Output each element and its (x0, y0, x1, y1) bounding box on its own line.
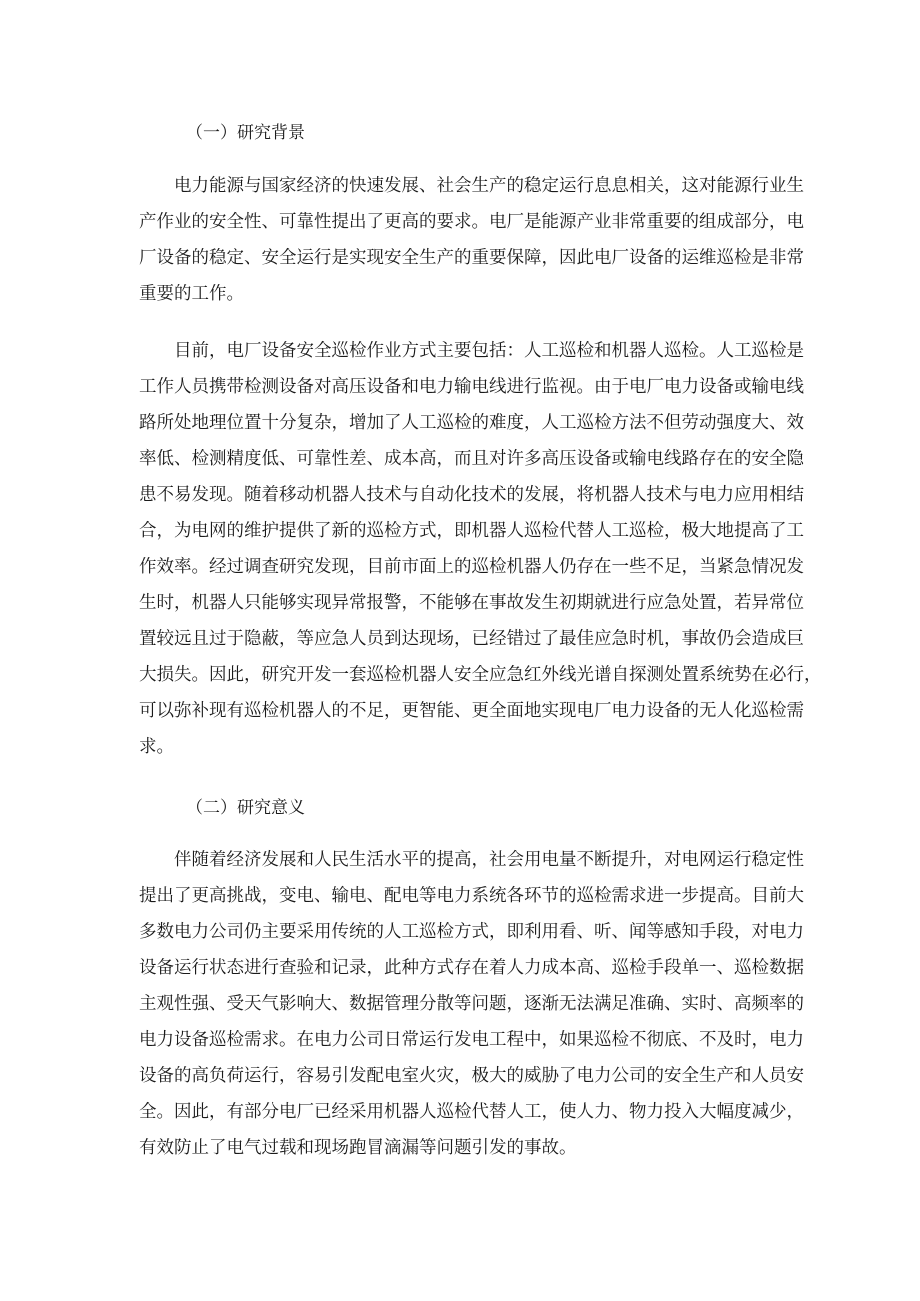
paragraph-line: 率低、检测精度低、可靠性差、成本高，而且对许多高压设备或输电线路存在的安全隐 (139, 449, 804, 469)
paragraph-line: 目前，电厂设备安全巡检作业方式主要包括：人工巡检和机器人巡检。人工巡检是 (174, 341, 804, 361)
paragraph-line: 电力设备巡检需求。在电力公司日常运行发电工程中，如果巡检不彻底、不及时，电力 (139, 1030, 804, 1050)
paragraph-line: 大损失。因此，研究开发一套巡检机器人安全应急红外线光谱自探测处置系统势在必行， (139, 665, 822, 685)
section-heading-background: （一）研究背景 (186, 123, 305, 143)
paragraph-line: 设备的高负荷运行，容易引发配电室火灾，极大的威胁了电力公司的安全生产和人员安 (139, 1066, 804, 1086)
paragraph-line: 可以弥补现有巡检机器人的不足，更智能、更全面地实现电厂电力设备的无人化巡检需 (139, 701, 804, 721)
paragraph-line: 合，为电网的维护提供了新的巡检方式，即机器人巡检代替人工巡检，极大地提高了工 (139, 521, 804, 541)
paragraph-line: 提出了更高挑战，变电、输电、配电等电力系统各环节的巡检需求进一步提高。目前大 (139, 886, 804, 906)
paragraph-line: 患不易发现。随着移动机器人技术与自动化技术的发展，将机器人技术与电力应用相结 (139, 485, 804, 505)
paragraph-line: 工作人员携带检测设备对高压设备和电力输电线进行监视。由于电厂电力设备或输电线 (139, 377, 804, 397)
paragraph-line: 设备运行状态进行查验和记录，此种方式存在着人力成本高、巡检手段单一、巡检数据 (139, 958, 804, 978)
paragraph-line: 全。因此，有部分电厂已经采用机器人巡检代替人工，使人力、物力投入大幅度减少， (139, 1102, 804, 1122)
paragraph-line: 产作业的安全性、可靠性提出了更高的要求。电厂是能源产业非常重要的组成部分，电 (139, 212, 804, 232)
paragraph-line: 有效防止了电气过载和现场跑冒滴漏等问题引发的事故。 (139, 1138, 577, 1158)
paragraph-line: 电力能源与国家经济的快速发展、社会生产的稳定运行息息相关，这对能源行业生 (174, 176, 804, 196)
paragraph-line: 生时，机器人只能够实现异常报警，不能够在事故发生初期就进行应急处置，若异常位 (139, 593, 804, 613)
paragraph-line: 路所处地理位置十分复杂，增加了人工巡检的难度，人工巡检方法不但劳动强度大、效 (139, 413, 804, 433)
paragraph-line: 主观性强、受天气影响大、数据管理分散等问题，逐渐无法满足准确、实时、高频率的 (139, 994, 804, 1014)
paragraph-line: 多数电力公司仍主要采用传统的人工巡检方式，即利用看、听、闻等感知手段，对电力 (139, 922, 804, 942)
paragraph-line: 厂设备的稳定、安全运行是实现安全生产的重要保障，因此电厂设备的运维巡检是非常 (139, 248, 804, 268)
paragraph-line: 求。 (139, 737, 174, 757)
paragraph-background-1 (139, 168, 804, 312)
paragraph-line: 重要的工作。 (139, 284, 244, 304)
paragraph-line: 作效率。经过调查研究发现，目前市面上的巡检机器人仍存在一些不足，当紧急情况发 (139, 557, 804, 577)
section-heading-significance: （二）研究意义 (186, 798, 305, 818)
paragraph-line: 伴随着经济发展和人民生活水平的提高，社会用电量不断提升，对电网运行稳定性 (174, 850, 804, 870)
paragraph-significance-1 (139, 842, 804, 1166)
paragraph-line: 置较远且过于隐蔽，等应急人员到达现场，已经错过了最佳应急时机，事故仍会造成巨 (139, 629, 804, 649)
paragraph-background-2 (139, 333, 822, 765)
